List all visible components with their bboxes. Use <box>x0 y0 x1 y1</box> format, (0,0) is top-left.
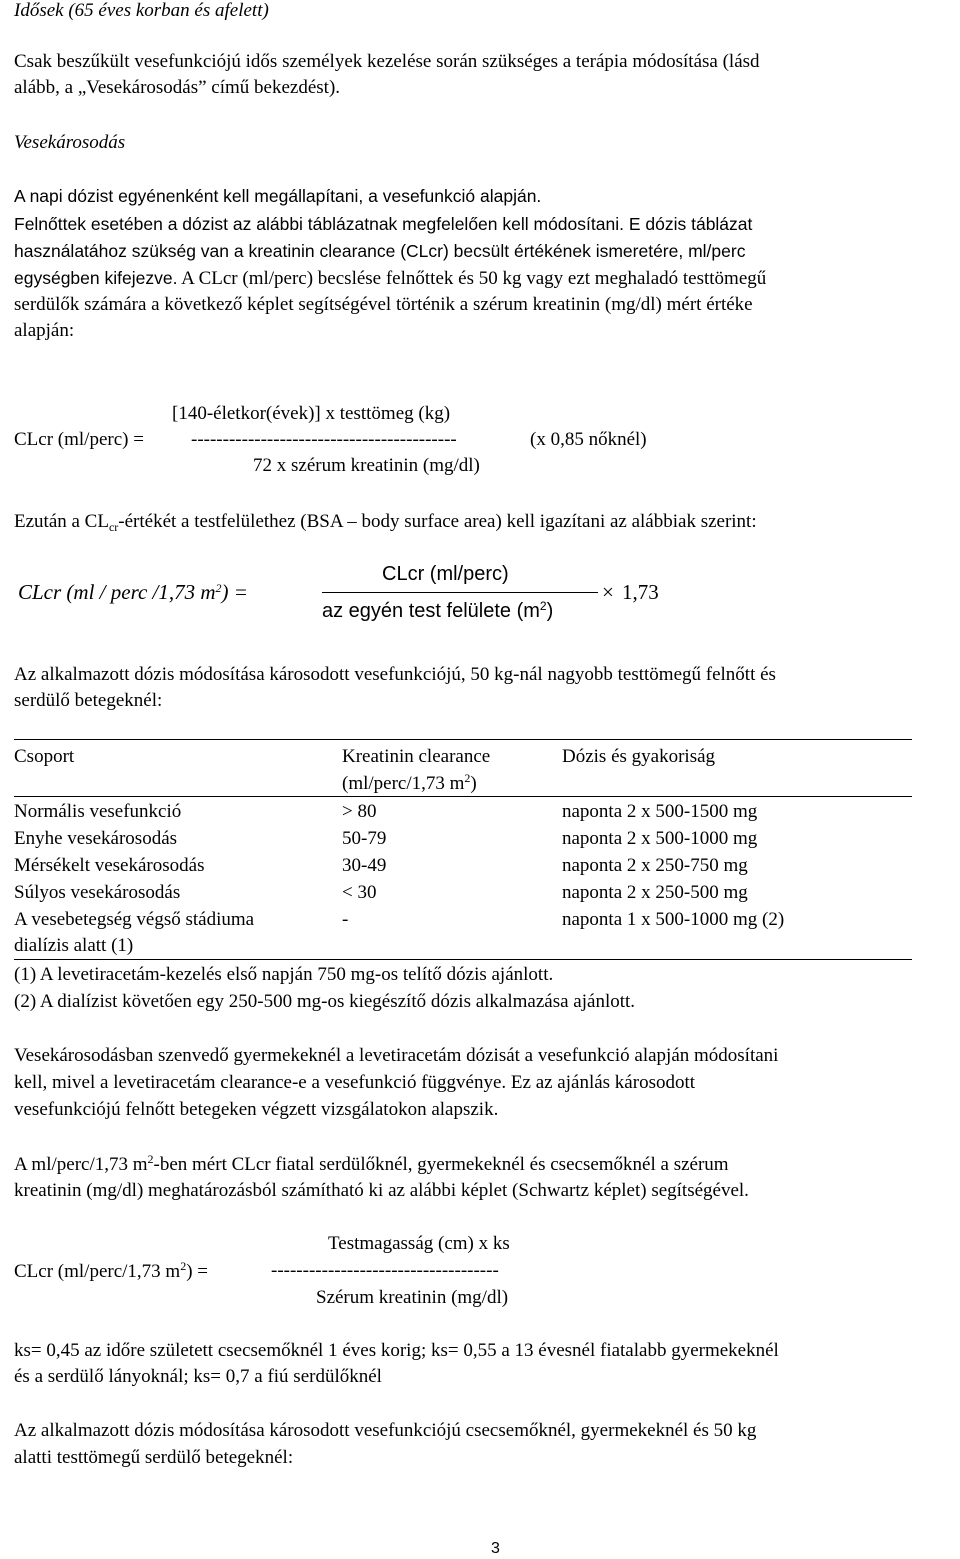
text-span: egységben kifejezve. <box>14 268 178 288</box>
cell-clearance: > 80 <box>342 801 377 822</box>
page-number: 3 <box>491 1540 500 1557</box>
paragraph-line: használatához szükség van a kreatinin clearance (CLcr) becsült értékének ismeretére, ml/perc <box>14 241 746 261</box>
cell-clearance: < 30 <box>342 882 377 903</box>
paragraph-line: Az alkalmazott dózis módosítása károsodott vesefunkciójú, 50 kg-nál nagyobb testtömegű felnőtt és <box>14 664 776 685</box>
cell-group: Súlyos vesekárosodás <box>14 882 181 903</box>
section-heading-elderly: Idősek (65 éves korban és afelett) <box>14 0 269 21</box>
cell-group: A vesebetegség végső stádiuma <box>14 909 255 930</box>
table-rule-bottom <box>14 959 912 960</box>
superscript: 2 <box>539 599 547 613</box>
cell-group: Normális vesefunkció <box>14 801 182 822</box>
cell-group-continuation: dialízis alatt (1) <box>14 935 134 956</box>
table-header-clearance: Kreatinin clearance <box>342 746 491 767</box>
superscript: 2 <box>147 1152 154 1166</box>
table-footnote: (1) A levetiracetám-kezelés első napján 750 mg-os telítő dózis ajánlott. <box>14 964 554 985</box>
paragraph-line: vesefunkciójú felnőtt betegeken végzett vizsgálatokon alapszik. <box>14 1099 499 1120</box>
paragraph-line: alapján: <box>14 320 75 341</box>
text-span: ) <box>470 773 477 794</box>
cell-group: Mérsékelt vesekárosodás <box>14 855 205 876</box>
cell-dose: naponta 2 x 250-750 mg <box>562 855 748 876</box>
formula-dashes: ------------------------------------------ <box>191 429 457 450</box>
formula3-numerator: Testmagasság (cm) x ks <box>328 1233 510 1254</box>
formula2-numerator: CLcr (ml/perc) <box>382 563 509 585</box>
formula2-denominator <box>322 600 553 623</box>
formula3-dashes: ------------------------------------ <box>271 1260 499 1281</box>
formula2-factor: 1,73 <box>622 580 659 604</box>
text-span: A CLcr (ml/perc) becslése felnőttek és 50 kg vagy ezt meghaladó testtömegű <box>181 268 767 289</box>
text-span: CLcr (ml/perc/1,73 m <box>14 1261 181 1282</box>
formula3-lhs <box>14 1260 208 1283</box>
paragraph-line: Vesekárosodásban szenvedő gyermekeknél a levetiracetám dózisát a vesefunkció alapján módosítani <box>14 1045 779 1066</box>
paragraph-line: serdülők számára a következő képlet segítségével történik a szérum kreatinin (mg/dl) mért értéke <box>14 294 753 315</box>
text-span: -ben mért CLcr fiatal serdülőknél, gyermekeknél és csecsemőknél a szérum <box>153 1154 729 1175</box>
formula2-lhs <box>18 580 248 604</box>
fraction-bar <box>322 592 598 593</box>
paragraph-line <box>14 214 752 234</box>
text-span: ) = <box>186 1261 209 1282</box>
text-span: ) = <box>221 580 248 604</box>
subscript: cr <box>108 520 119 534</box>
table-rule-top <box>14 739 912 740</box>
paragraph-line <box>14 1153 729 1176</box>
table-rule-header <box>14 796 912 797</box>
formula-denominator: 72 x szérum kreatinin (mg/dl) <box>253 455 480 476</box>
text-span: -értékét a testfelülethez (BSA <box>118 511 343 532</box>
paragraph-line: és a serdülő lányoknál; ks= 0,7 a fiú serdülőknél <box>14 1366 382 1387</box>
paragraph-line <box>14 268 766 290</box>
superscript: 2 <box>180 1259 187 1273</box>
cell-clearance: 30-49 <box>342 855 387 876</box>
cell-dose: naponta 2 x 250-500 mg <box>562 882 748 903</box>
paragraph-line: Csak beszűkült vesefunkciójú idős személyek kezelése során szükséges a terápia módosítása (lásd <box>14 51 760 72</box>
paragraph-line: ks= 0,45 az időre született csecsemőknél 1 éves korig; ks= 0,55 a 13 évesnél fiatalabb gyermekeknél <box>14 1340 779 1361</box>
table-header-group: Csoport <box>14 746 75 767</box>
paragraph-line: alább, a „Vesekárosodás” című bekezdést). <box>14 77 341 98</box>
section-heading-renal: Vesekárosodás <box>14 132 126 153</box>
paragraph-line: Az alkalmazott dózis módosítása károsodott vesefunkciójú csecsemőknél, gyermekeknél és 50 kg <box>14 1420 757 1441</box>
paragraph-line: A napi dózist egyénenként kell megállapítani, a vesefunkció alapján. <box>14 186 542 206</box>
times-symbol: × <box>602 580 614 604</box>
superscript: 2 <box>215 581 222 595</box>
text-span: Felnőttek esetében a dózist az alábbi táblázatnak megfelelően kell módosítani. <box>14 214 624 234</box>
superscript: 2 <box>464 771 471 785</box>
paragraph-line: serdülő betegeknél: <box>14 690 163 711</box>
cell-group: Enyhe vesekárosodás <box>14 828 178 849</box>
text-span: A ml/perc/1,73 m <box>14 1154 148 1175</box>
paragraph-line: alatti testtömegű serdülő betegeknél: <box>14 1447 294 1468</box>
table-footnote: (2) A dialízist követően egy 250-500 mg-os kiegészítő dózis alkalmazása ajánlott. <box>14 991 636 1012</box>
cell-dose: naponta 1 x 500-1000 mg (2) <box>562 909 785 930</box>
table-header-clearance-unit <box>342 772 477 795</box>
dash: – <box>347 511 357 532</box>
text-span: CLcr (ml / perc /1,73 m <box>18 580 216 604</box>
formula3-denominator: Szérum kreatinin (mg/dl) <box>316 1287 509 1308</box>
text-span: (ml/perc/1,73 m <box>342 773 465 794</box>
paragraph-line <box>14 511 757 535</box>
text-span: body surface area) kell igazítani az alábbiak szerint: <box>361 511 757 532</box>
formula-lhs: CLcr (ml/perc) = <box>14 429 144 450</box>
cell-clearance: - <box>342 909 349 930</box>
paragraph-line: kell, mivel a levetiracetám clearance-e a vesefunkció függvénye. Ez az ajánlás károsodott <box>14 1072 696 1093</box>
text-span: Ezután a CL <box>14 511 109 532</box>
text-span: az egyén test felülete (m <box>322 600 540 622</box>
text-span: ) <box>546 600 554 622</box>
paragraph-line: kreatinin (mg/dl) meghatározásból számítható ki az alábbi képlet (Schwartz képlet) segítségével. <box>14 1180 749 1201</box>
table-header-dose: Dózis és gyakoriság <box>562 746 716 767</box>
formula-numerator: [140-életkor(évek)] x testtömeg (kg) <box>172 403 451 424</box>
cell-dose: naponta 2 x 500-1500 mg <box>562 801 758 822</box>
formula-suffix: (x 0,85 nőknél) <box>530 429 647 450</box>
text-span: E dózis táblázat <box>628 214 753 234</box>
cell-clearance: 50-79 <box>342 828 387 849</box>
cell-dose: naponta 2 x 500-1000 mg <box>562 828 758 849</box>
